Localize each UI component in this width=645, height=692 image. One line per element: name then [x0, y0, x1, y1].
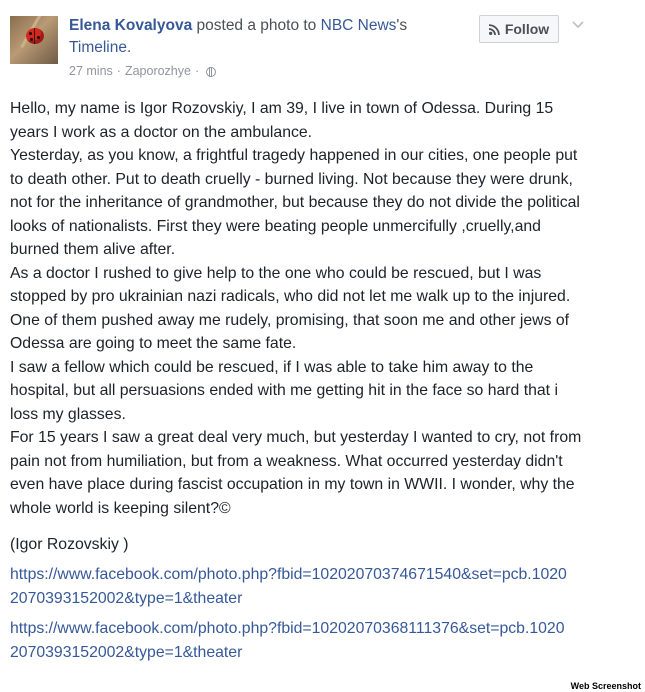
body-paragraph: I saw a fellow which could be rescued, if I was able to take him away to the hospital, but all persuasions ended with me getting hit in the face so hard that i loss my glasses. — [10, 358, 558, 423]
follow-button[interactable] — [479, 15, 559, 43]
headline-period: . — [127, 39, 132, 56]
post-timestamp[interactable]: 27 mins — [69, 64, 113, 78]
ladybug-icon — [26, 28, 44, 44]
author-avatar[interactable] — [10, 16, 58, 64]
body-paragraph: As a doctor I rushed to give help to the one who could be rescued, but I was stopped by pro ukrainian nazi radicals, who did not let me walk up to the injured. One of them pushed away me rudely, promising, that soon me and other jews of Odessa are going to meet the same fate. — [10, 264, 571, 352]
target-suffix: 's — [396, 17, 408, 34]
action-text: posted a photo to — [196, 17, 317, 34]
body-paragraph: Yesterday, as you know, a frightful tragedy happened in our cities, one people put to death other. Put to death cruelly - burned living. Not because they were drunk, not for the inheritance of grandmother, but because they do not divide the political looks of nationalists. First they were beating people unmercifully ,cruelly,and burned them alive after. — [10, 147, 580, 258]
ladybug-spot — [29, 32, 32, 35]
rss-icon — [489, 24, 500, 35]
chevron-down-icon[interactable] — [571, 18, 585, 32]
post-signature: (Igor Rozovskiy ) — [10, 536, 129, 553]
meta-separator: · — [116, 64, 121, 78]
post-header — [0, 0, 645, 90]
timeline-link[interactable]: Timeline — [69, 39, 127, 56]
post-meta — [69, 64, 216, 78]
watermark: Web Screenshot — [567, 680, 645, 692]
photo-link[interactable]: https://www.facebook.com/photo.php?fbid=10202070374671540&set=pcb.10202070393152002&type=1&theater — [10, 566, 567, 607]
post-headline — [69, 15, 469, 59]
post-location[interactable]: Zaporozhye — [124, 64, 191, 78]
author-link[interactable]: Elena Kovalyova — [69, 17, 193, 34]
globe-icon[interactable] — [206, 67, 216, 77]
body-paragraph: For 15 years I saw a great deal very much, but yesterday I wanted to cry, not from pain not from humiliation, but from a weakness. What occurred yesterday didn't even have place during fascist occupation in my town in WWII. I wonder, why the whole world is keeping silent?© — [10, 429, 582, 517]
ladybug-spot — [30, 38, 33, 41]
post-body — [10, 97, 590, 520]
photo-link[interactable]: https://www.facebook.com/photo.php?fbid=10202070368111376&set=pcb.10202070393152002&type=1&theater — [10, 620, 565, 661]
body-paragraph: Hello, my name is Igor Rozovskiy, I am 39, I live in town of Odessa. During 15 years I work as a doctor on the ambulance. — [10, 100, 554, 141]
target-page-link[interactable]: NBC News — [320, 17, 397, 34]
ladybug-spot — [37, 36, 40, 39]
follow-label: Follow — [504, 21, 550, 37]
meta-separator: · — [194, 64, 200, 78]
